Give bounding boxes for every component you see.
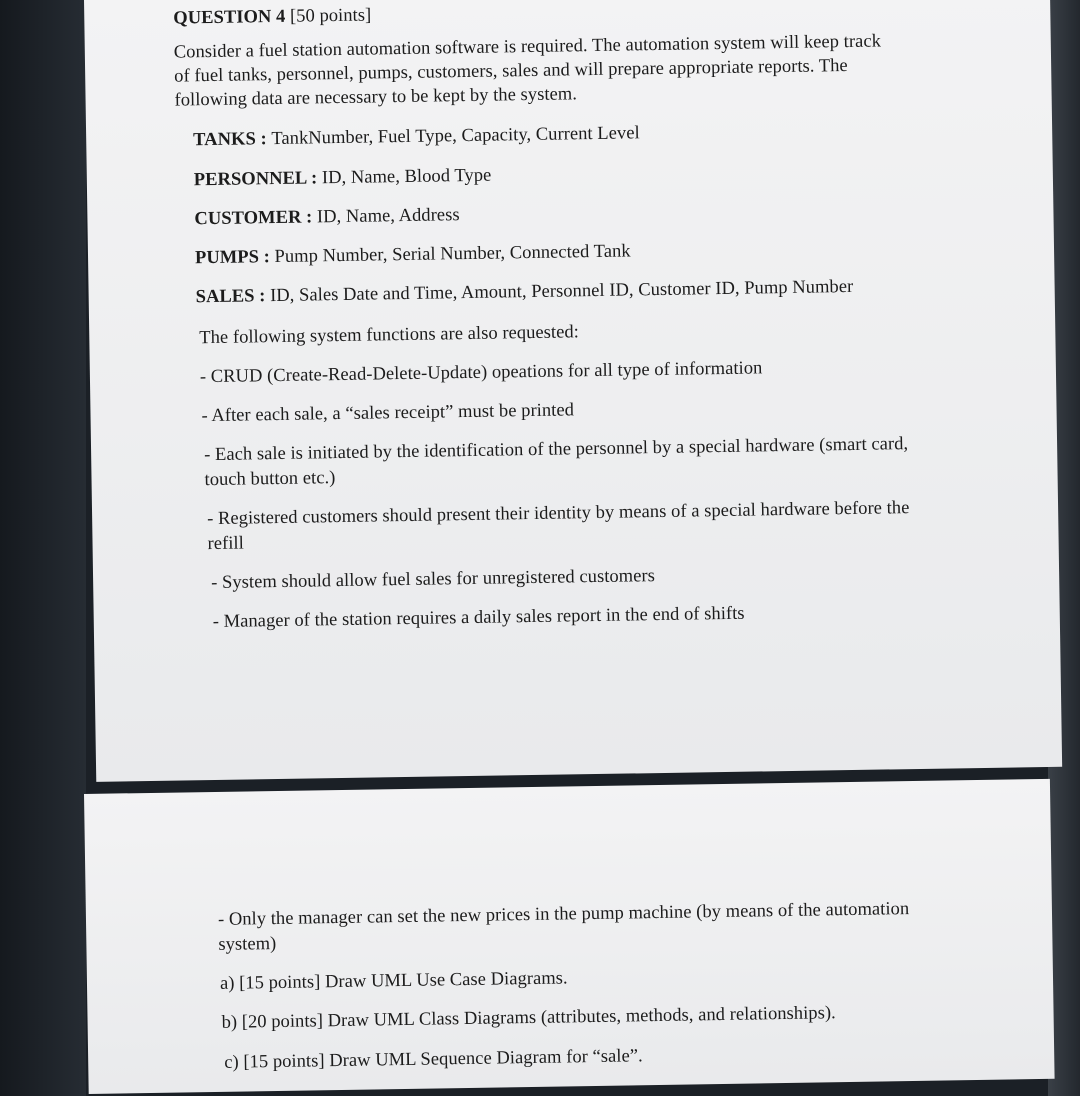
task-a: a) [15 points] Draw UML Use Case Diagrams. [219,968,568,994]
function-item-daily-report: - Manager of the station requires a daily sales report in the end of shifts [212,603,745,633]
entity-name: PUMPS [194,247,260,269]
task-c: c) [15 points] Draw UML Sequence Diagram for “sale”. [224,1046,643,1073]
entity-fields: ID, Name, Blood Type [321,165,492,189]
functions-intro: The following system functions are also requested: [199,322,580,349]
entity-name: SALES [195,286,255,308]
function-item-manager-prices-line-2: system) [218,933,277,955]
entity-name: CUSTOMER [194,207,302,230]
document-page-1 [84,0,1062,782]
entity-sales: SALES : ID, Sales Date and Time, Amount, Personnel ID, Customer ID, Pump Number [195,276,854,308]
question-number: QUESTION 4 [173,6,286,29]
function-item-personnel-id-line-2: touch button etc.) [204,468,336,491]
intro-line-3: following data are necessary to be kept by the system. [174,84,578,111]
function-item-receipt: - After each sale, a “sales receipt” must be printed [201,400,575,427]
intro-line-1: Consider a fuel station automation software is required. The automation system will keep track [173,31,882,63]
entity-customer: CUSTOMER : ID, Name, Address [194,205,460,230]
intro-line-2: of fuel tanks, personnel, pumps, customers, sales and will prepare appropriate reports. The [174,56,848,87]
function-item-registered-line-2: refill [207,533,244,555]
entity-name: TANKS [193,129,256,151]
entity-personnel: PERSONNEL : ID, Name, Blood Type [193,165,492,191]
entity-fields: ID, Name, Address [316,205,460,228]
entity-name: PERSONNEL [193,168,307,191]
question-title [173,3,371,30]
entity-pumps: PUMPS : Pump Number, Serial Number, Connected Tank [194,241,631,269]
monitor-bezel-left [0,0,86,1096]
entity-fields: ID, Sales Date and Time, Amount, Personnel ID, Customer ID, Pump Number [269,276,854,307]
entity-fields: TankNumber, Fuel Type, Capacity, Current Level [271,123,640,150]
function-item-manager-prices-line-1: - Only the manager can set the new prices in the pump machine (by means of the automation [217,899,910,930]
task-b: b) [20 points] Draw UML Class Diagrams (attributes, methods, and relationships). [221,1003,836,1033]
function-item-crud: - CRUD (Create-Read-Delete-Update) opeations for all type of information [199,358,763,388]
function-item-registered-line-1: - Registered customers should present their identity by means of a special hardware before the [207,498,910,530]
function-item-personnel-id-line-1: - Each sale is initiated by the identification of the personnel by a special hardware (smart card, [204,434,909,466]
question-points: [50 points] [289,5,372,27]
document-page-2 [84,779,1055,1094]
function-item-unregistered: - System should allow fuel sales for unregistered customers [211,566,656,594]
entity-fields: Pump Number, Serial Number, Connected Tank [274,241,631,268]
entity-tanks: TANKS : TankNumber, Fuel Type, Capacity, Current Level [193,123,640,151]
